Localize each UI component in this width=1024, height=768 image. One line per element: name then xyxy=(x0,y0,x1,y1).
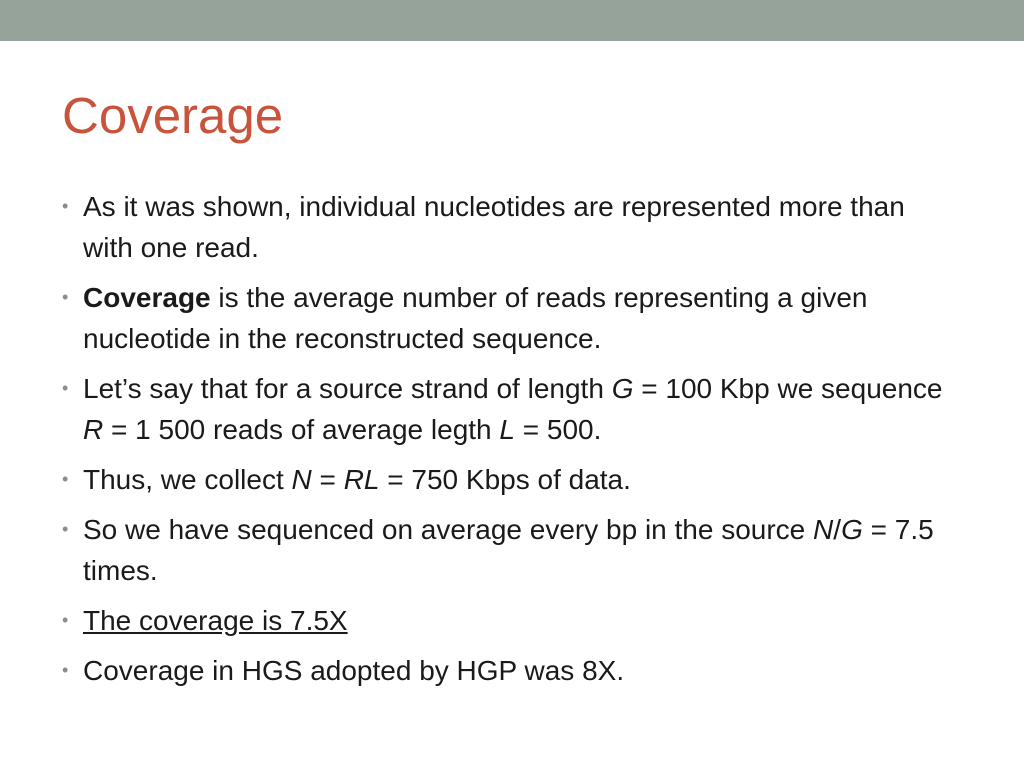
bullet-text-underlined: The coverage is 7.5X xyxy=(83,605,348,636)
bullet-dot-icon: • xyxy=(62,519,69,539)
variable-g: G xyxy=(841,514,863,545)
bullet-dot-icon: • xyxy=(62,660,69,680)
bullet-dot-icon: • xyxy=(62,287,69,307)
bullet-text: = xyxy=(311,464,344,495)
bullet-text: = 1 500 reads of average legth xyxy=(103,414,500,445)
variable-n: N xyxy=(291,464,312,495)
bullet-text: = 100 Kbp we sequence xyxy=(633,373,943,404)
bullet-item-3 xyxy=(62,368,962,450)
bullet-text: is the average number of reads representing a given nucleotide in the reconstructed sequence. xyxy=(83,282,868,354)
bullet-text: = 7.5 times. xyxy=(83,514,934,586)
bullet-item-4 xyxy=(62,459,962,500)
bullet-text: So we have sequenced on average every bp in the source xyxy=(83,514,814,545)
bullet-text: Let’s say that for a source strand of length xyxy=(83,373,612,404)
bullet-item-7 xyxy=(62,650,962,691)
bullet-dot-icon: • xyxy=(62,469,69,489)
variable-g: G xyxy=(611,373,634,404)
bullet-item-5 xyxy=(62,509,962,591)
bullet-text: / xyxy=(833,514,842,545)
bullet-dot-icon: • xyxy=(62,610,69,630)
bullet-text: Thus, we collect xyxy=(83,464,292,495)
variable-rl: RL xyxy=(343,464,380,495)
variable-n: N xyxy=(813,514,834,545)
bullet-item-6 xyxy=(62,600,962,641)
bullet-text: Coverage in HGS adopted by HGP was 8X. xyxy=(83,655,625,686)
variable-r: R xyxy=(83,414,104,445)
bullet-item-1 xyxy=(62,186,962,268)
bullet-item-2 xyxy=(62,277,962,359)
top-accent-bar xyxy=(0,0,1024,41)
variable-l: L xyxy=(499,414,515,445)
bullet-list xyxy=(62,186,962,700)
bullet-text: = 500. xyxy=(514,414,602,445)
bullet-dot-icon: • xyxy=(62,378,69,398)
bullet-bold-term: Coverage xyxy=(83,282,211,313)
slide-title: Coverage xyxy=(62,87,284,144)
bullet-dot-icon: • xyxy=(62,196,69,216)
bullet-text: As it was shown, individual nucleotides are represented more than with one read. xyxy=(83,191,905,263)
bullet-text: = 750 Kbps of data. xyxy=(379,464,631,495)
